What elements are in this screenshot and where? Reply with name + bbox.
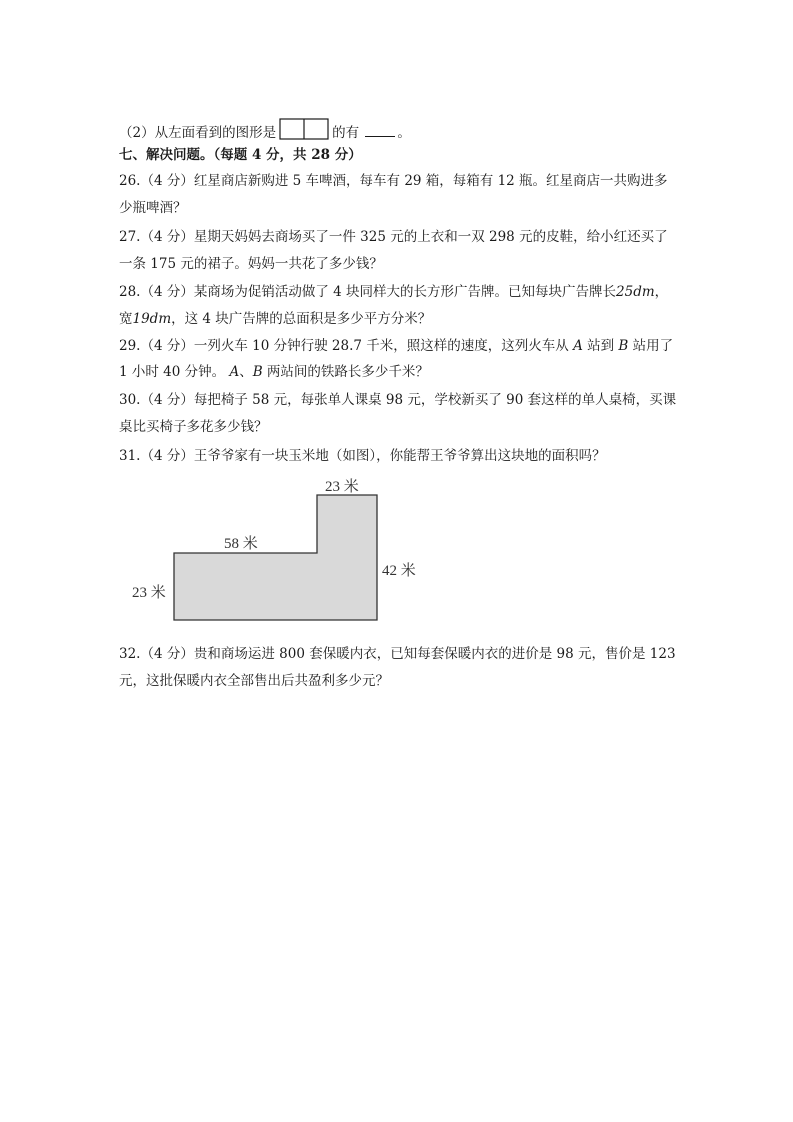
width-value: 19dm: [132, 311, 172, 327]
question-27-line-1: [119, 228, 668, 246]
question-text: ，: [654, 284, 669, 300]
question-number: 28.: [119, 284, 141, 300]
station-b: B: [252, 364, 263, 380]
question-number: 32.: [119, 646, 141, 662]
question-number: 26.: [119, 173, 141, 189]
question-30-line-1: [119, 391, 676, 409]
question-text: 站到: [587, 338, 615, 354]
question-text: ，这 4 块广告牌的总面积是多少平方分米？: [171, 311, 432, 327]
question-28-line-2: [119, 310, 431, 328]
question-text: 宽: [119, 311, 133, 327]
question-27-line-2: 一条 175 元的裙子。妈妈一共花了多少钱？: [119, 256, 383, 272]
station-a: A: [573, 338, 583, 354]
question-number: 30.: [119, 392, 141, 408]
question-26-line-1: [119, 172, 668, 190]
length-value: 25dm: [616, 284, 655, 300]
question-text: （4 分）贵和商场运进 800 套保暖内衣，已知每套保暖内衣的进价是 98 元，售价是 123: [140, 646, 676, 662]
question-text: 站用了: [632, 338, 674, 354]
answer-blank[interactable]: [365, 124, 395, 137]
question-26-line-2: 少瓶啤酒？: [119, 200, 187, 216]
question-31-line-1: [119, 447, 606, 465]
question-28-line-1: [119, 283, 668, 301]
station-a: A: [229, 364, 240, 380]
question-30-line-2: 桌比买椅子多花多少钱？: [119, 419, 268, 435]
question-text: （4 分）王爷爷家有一块玉米地（如图），你能帮王爷爷算出这块地的面积吗？: [140, 448, 606, 464]
question-text: 、: [239, 364, 253, 380]
question-text: （4 分）一列火车 10 分钟行驶 28.7 千米，照这样的速度，这列火车从: [140, 338, 569, 354]
question-text: （4 分）红星商店新购进 5 车啤酒，每车有 29 箱，每箱有 12 瓶。红星商店一共购进多: [140, 173, 668, 189]
part2-prefix: （2）从左面看到的图形是: [119, 125, 277, 141]
question-29-line-2: [119, 363, 429, 381]
part2-suffix: 的有: [332, 125, 360, 141]
question-text: 两站间的铁路长多少千米？: [266, 364, 429, 380]
two-squares-figure: [279, 118, 329, 140]
section-title: 七、解决问题。（每题 4 分，共 28 分）: [119, 147, 362, 163]
question-text: 1 小时 40 分钟。: [119, 364, 226, 380]
question-text: （4 分）星期天妈妈去商场买了一件 325 元的上衣和一双 298 元的皮鞋，给小红还买了: [140, 229, 668, 245]
label-top-left-length: 58 米: [224, 536, 258, 552]
question-number: 29.: [119, 338, 141, 354]
question-text: （4 分）每把椅子 58 元，每张单人课桌 98 元，学校新买了 90 套这样的单人桌椅，买课: [140, 392, 677, 408]
question-part-2: [119, 118, 411, 142]
part2-end: 。: [397, 125, 411, 141]
label-right-height: 42 米: [382, 563, 416, 579]
cornfield-shape: [120, 475, 430, 625]
cornfield-figure: [120, 475, 430, 625]
question-number: 27.: [119, 229, 141, 245]
question-32-line-1: [119, 645, 676, 663]
question-29-line-1: [119, 337, 673, 355]
station-b: B: [618, 338, 629, 354]
label-top-width: 23 米: [325, 479, 359, 495]
label-left-height: 23 米: [132, 585, 166, 601]
question-32-line-2: 元，这批保暖内衣全部售出后共盈利多少元？: [119, 673, 389, 689]
question-text: （4 分）某商场为促销活动做了 4 块同样大的长方形广告牌。已知每块广告牌长: [140, 284, 617, 300]
question-number: 31.: [119, 448, 141, 464]
